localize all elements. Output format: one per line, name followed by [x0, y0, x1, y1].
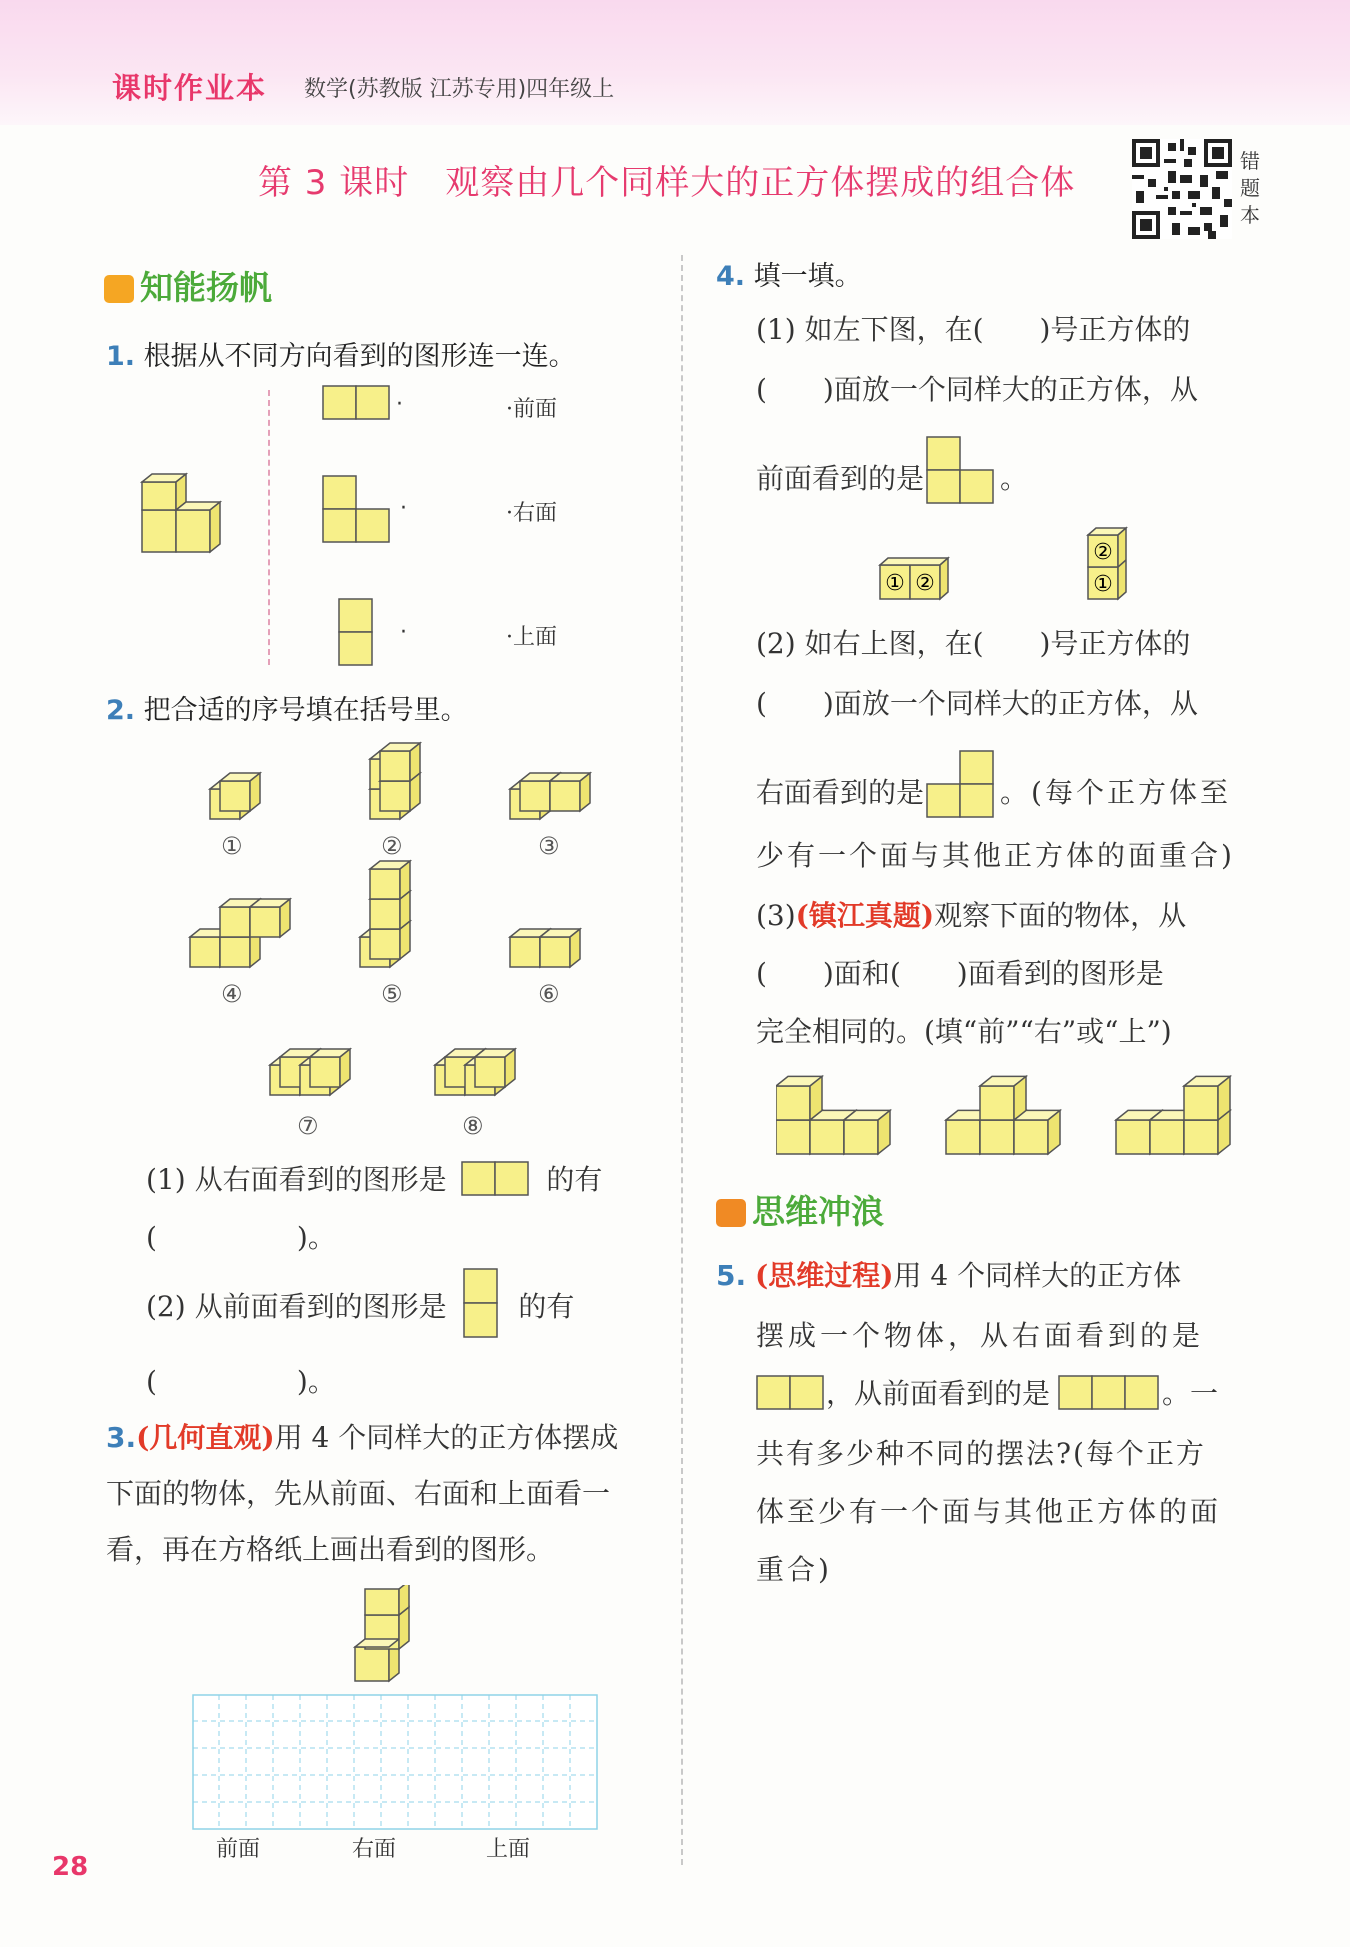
q4-part1-line2: ( )面放一个同样大的正方体，从 — [756, 373, 1198, 406]
q2-shape-two-horizontal — [461, 1161, 531, 1197]
q4-object2-cube — [980, 1076, 1026, 1120]
q1-dot-a[interactable]: · — [396, 392, 403, 417]
q2-label-4: ④ — [221, 980, 243, 1008]
q3-grid-label-right: 右面 — [352, 1837, 397, 1862]
q2-label-5: ⑤ — [381, 980, 403, 1008]
lesson-title — [258, 155, 1075, 204]
q5-line5: 体至少有一个面与其他正方体的面 — [756, 1495, 1222, 1528]
q4-part2-line3: 右面看到的是 。(每个正方体至 — [756, 750, 1231, 823]
q4-cube-1-label-b: ① — [1093, 572, 1113, 597]
q2-prompt: 2. 把合适的序号填在括号里。 — [106, 695, 468, 726]
q1-solid-figure — [140, 470, 230, 555]
q1-view-c — [338, 598, 374, 668]
q1-view-b — [322, 475, 392, 545]
q4-part3-line1: (3)(镇江真题)观察下面的物体，从 — [756, 899, 1187, 932]
q3-grid-label-top: 上面 — [486, 1837, 531, 1862]
book-subtitle: 数学(苏教版 江苏专用)四年级上 — [304, 77, 615, 102]
q2-fig2-cube — [380, 743, 420, 781]
section-title-2: 思维冲浪 — [716, 1186, 884, 1233]
q2-fig5-cube — [370, 861, 410, 899]
book-title: 课时作业本 — [112, 71, 268, 105]
q4-part2-line1: (2) 如右上图，在( )号正方体的 — [756, 627, 1191, 660]
q1-dot-b[interactable]: · — [400, 496, 407, 521]
q1-label-front[interactable]: ·前面 — [506, 397, 557, 422]
q2-label-7: ⑦ — [297, 1112, 319, 1140]
q2-label-1: ① — [221, 832, 243, 860]
qr-label: 错题本 — [1240, 149, 1260, 227]
q2-label-2: ② — [381, 832, 403, 860]
q4-part3-figures — [776, 1068, 1246, 1158]
q4-part3-line2: ( )面和( )面看到的图形是 — [756, 957, 1164, 990]
q2-fig4-cube — [250, 899, 290, 937]
wave-icon — [716, 1199, 746, 1227]
q4-object2-cube — [1014, 1110, 1060, 1154]
q1-prompt: 1. 根据从不同方向看到的图形连一连。 — [106, 341, 576, 372]
q5-front-view-shape — [1058, 1375, 1162, 1411]
sail-icon — [104, 275, 134, 303]
q2-fig3-cube — [550, 773, 590, 811]
q5-line2: 摆成一个物体，从右面看到的是 — [756, 1319, 1205, 1352]
q5-right-view-shape — [756, 1375, 826, 1411]
q2-label-6: ⑥ — [538, 980, 560, 1008]
q4-cube-1-label: ① — [885, 571, 905, 596]
q3-solid-figure — [353, 1585, 435, 1685]
q2-fig8-cube — [475, 1049, 515, 1087]
q2-label-3: ③ — [538, 832, 560, 860]
page-number: 28 — [52, 1852, 89, 1882]
lesson-number: 第 3 课时 — [258, 163, 410, 203]
q3-grid-label-front: 前面 — [216, 1837, 261, 1862]
q2-label-8: ⑧ — [462, 1112, 484, 1140]
q2-shape-two-vertical — [463, 1268, 501, 1340]
q4-object1-cube — [776, 1076, 822, 1120]
column-divider — [681, 255, 683, 1865]
q2-part1-line1: (1) 从右面看到的图形是 的有 — [146, 1163, 603, 1196]
q5-line4: 共有多少种不同的摆法?(每个正方 — [756, 1437, 1206, 1470]
q4-figure-right — [1086, 525, 1136, 605]
q4-prompt: 4. 填一填。 — [716, 261, 862, 292]
q5-line3: ，从前面看到的是 。一 — [756, 1364, 1218, 1424]
q2-fig7-cube — [310, 1049, 350, 1087]
q2-part2-answer[interactable]: ( )。 — [146, 1365, 336, 1398]
q3-grid-paper[interactable] — [192, 1694, 600, 1832]
q2-part2-line1: (2) 从前面看到的图形是 的有 — [146, 1268, 574, 1340]
q4-cube-2-label-b: ② — [1093, 540, 1113, 565]
q4-front-view-shape — [926, 436, 998, 506]
q2-fig6-cube — [540, 929, 580, 967]
section-title-1: 知能扬帆 — [104, 262, 272, 309]
q1-label-right[interactable]: ·右面 — [506, 501, 557, 526]
q4-right-view-shape — [926, 750, 998, 820]
q5-line6: 重合) — [756, 1553, 832, 1586]
lesson-topic: 观察由几个同样大的正方体摆成的组合体 — [445, 163, 1076, 203]
q4-part1-line1: (1) 如左下图，在( )号正方体的 — [756, 313, 1191, 346]
q1-divider — [268, 390, 270, 665]
q4-part2-line4: 少有一个面与其他正方体的面重合) — [756, 839, 1235, 872]
qr-code-icon[interactable] — [1132, 139, 1232, 239]
q4-object3-cube — [1184, 1076, 1230, 1120]
q2-part1-answer[interactable]: ( )。 — [146, 1221, 336, 1254]
q4-object1-cube — [844, 1110, 890, 1154]
q1-label-top[interactable]: ·上面 — [506, 625, 557, 650]
q3-prompt: 3.(几何直观)用 4 个同样大的正方体摆成 下面的物体，先从前面、右面和上面看一 看，再在方格纸上画出看到的图形。 — [106, 1421, 619, 1566]
q1-dot-c[interactable]: · — [400, 620, 407, 645]
q1-view-a — [322, 385, 392, 421]
q4-part2-line2: ( )面放一个同样大的正方体，从 — [756, 687, 1198, 720]
q4-part1-line3: 前面看到的是 。 — [756, 436, 1028, 509]
q5-line1: 5. (思维过程)用 4 个同样大的正方体 — [716, 1259, 1182, 1292]
q4-figure-left — [878, 555, 964, 605]
q4-part3-line3: 完全相同的。(填“前”“右”或“上”) — [756, 1015, 1172, 1048]
q2-figures — [180, 735, 620, 1155]
q4-cube-2-label: ② — [915, 571, 935, 596]
q2-fig1-cube — [220, 773, 260, 811]
